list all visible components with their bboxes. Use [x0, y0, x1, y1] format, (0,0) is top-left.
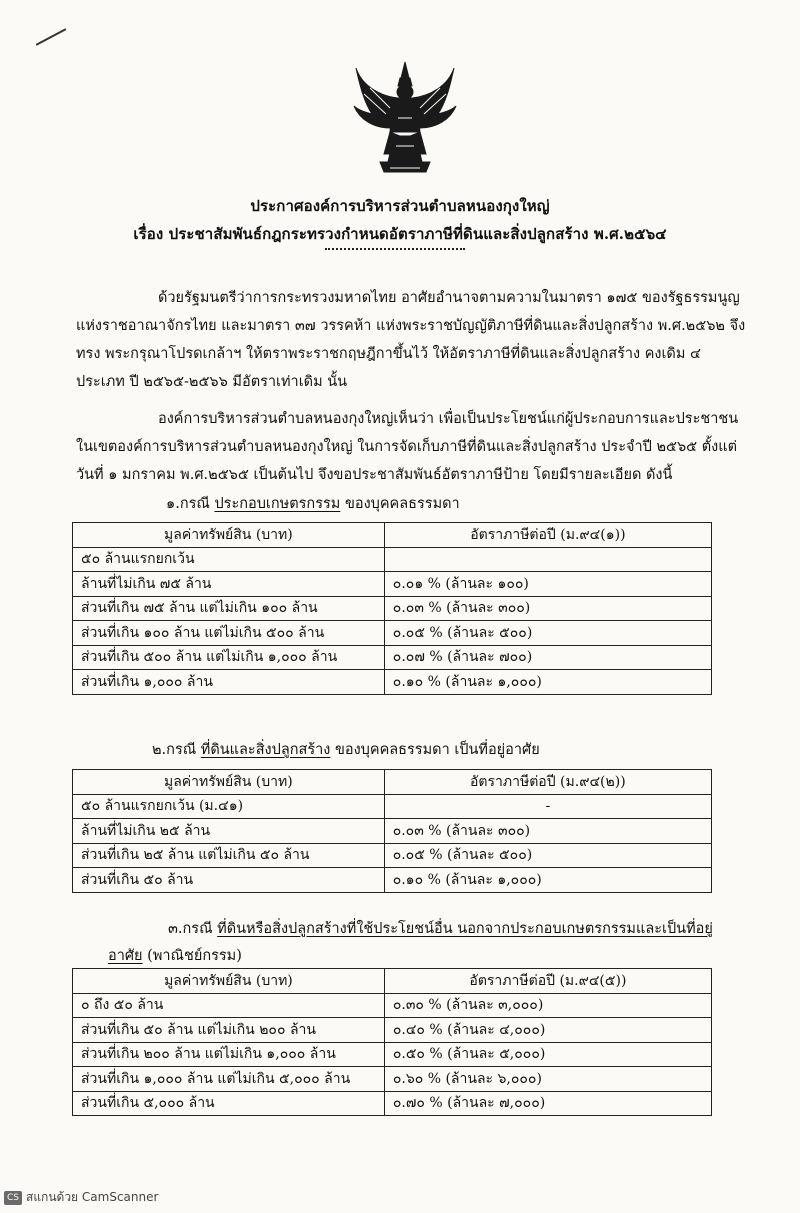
rate-cell [384, 547, 711, 572]
table-row [73, 819, 712, 844]
section-3-heading [168, 917, 713, 940]
announcement-title: ประกาศองค์การบริหารส่วนตำบลหนองกุงใหญ่ [250, 197, 550, 215]
table-row [73, 645, 712, 670]
table-row [73, 993, 712, 1018]
section-underlined: ที่ดินและสิ่งปลูกสร้าง [200, 742, 331, 758]
pen-mark [36, 28, 67, 46]
table-header-row [73, 523, 712, 548]
section-1-heading [166, 492, 460, 515]
value-cell: ๐ ถึง ๕๐ ล้าน [73, 993, 385, 1018]
table-row [73, 572, 712, 597]
value-cell: ๕๐ ล้านแรกยกเว้น [73, 547, 385, 572]
rate-cell: ๐.๐๗ % (ล้านละ ๗๐๐) [384, 645, 711, 670]
value-cell: ส่วนที่เกิน ๑,๐๐๐ ล้าน แต่ไม่เกิน ๕,๐๐๐ ล้าน [73, 1067, 385, 1092]
table-header-row [73, 969, 712, 994]
rate-table-commercial [72, 968, 712, 1116]
column-header: มูลค่าทรัพย์สิน (บาท) [73, 969, 385, 994]
table-row [73, 794, 712, 819]
rate-cell: ๐.๗๐ % (ล้านละ ๗,๐๐๐) [384, 1091, 711, 1116]
rate-cell: ๐.๐๓ % (ล้านละ ๓๐๐) [384, 819, 711, 844]
paragraph-line: แห่งราชอาณาจักรไทย และมาตรา ๓๗ วรรคห้า แห่งพระราชบัญญัติภาษีที่ดินและสิ่งปลูกสร้าง พ.ศ.๒๕๖๒ จึง [76, 318, 746, 334]
rate-cell: ๐.๐๕ % (ล้านละ ๕๐๐) [384, 843, 711, 868]
rate-cell: ๐.๔๐ % (ล้านละ ๔,๐๐๐) [384, 1018, 711, 1043]
column-header: อัตราภาษีต่อปี (ม.๙๔(๒)) [384, 770, 711, 795]
section-suffix: ของบุคคลธรรมดา [340, 496, 460, 512]
table-row [73, 1042, 712, 1067]
table-row [73, 843, 712, 868]
rate-cell: ๐.๐๓ % (ล้านละ ๓๐๐) [384, 596, 711, 621]
column-header: มูลค่าทรัพย์สิน (บาท) [73, 770, 385, 795]
section-underlined: ประกอบเกษตรกรรม [214, 496, 341, 512]
rate-cell: ๐.๑๐ % (ล้านละ ๑,๐๐๐) [384, 670, 711, 695]
value-cell: ส่วนที่เกิน ๑๐๐ ล้าน แต่ไม่เกิน ๕๐๐ ล้าน [73, 621, 385, 646]
rate-table-residential [72, 769, 712, 893]
paragraph-line: วันที่ ๑ มกราคม พ.ศ.๒๕๖๕ เป็นต้นไป จึงขอประชาสัมพันธ์อัตราภาษีป้าย โดยมีรายละเอียด ดังนี้ [76, 467, 673, 483]
value-cell: ส่วนที่เกิน ๒๐๐ ล้าน แต่ไม่เกิน ๑,๐๐๐ ล้าน [73, 1042, 385, 1067]
section-prefix: ๒.กรณี [152, 742, 201, 758]
table-row [73, 868, 712, 893]
table-row [73, 621, 712, 646]
table-row [73, 1018, 712, 1043]
section-3-heading-continued [108, 944, 242, 967]
column-header: อัตราภาษีต่อปี (ม.๙๔(๑)) [384, 523, 711, 548]
value-cell: ๕๐ ล้านแรกยกเว้น (ม.๔๑) [73, 794, 385, 819]
paragraph-line: ทรง พระกรุณาโปรดเกล้าฯ ให้ตราพระราชกฤษฎีกาขึ้นไว้ ให้อัตราภาษีที่ดินและสิ่งปลูกสร้าง คงเดิม ๔ [76, 346, 701, 362]
value-cell: ส่วนที่เกิน ๑,๐๐๐ ล้าน [73, 670, 385, 695]
rate-cell: ๐.๐๑ % (ล้านละ ๑๐๐) [384, 572, 711, 597]
table-row [73, 596, 712, 621]
value-cell: ส่วนที่เกิน ๗๕ ล้าน แต่ไม่เกิน ๑๐๐ ล้าน [73, 596, 385, 621]
section-underlined: ที่ดินหรือสิ่งปลูกสร้างที่ใช้ประโยชน์อื่น นอกจากประกอบเกษตรกรรมและเป็นที่อยู่ [217, 921, 713, 937]
value-cell: ส่วนที่เกิน ๕๐ ล้าน แต่ไม่เกิน ๒๐๐ ล้าน [73, 1018, 385, 1043]
paragraph-1 [76, 284, 746, 396]
value-cell: ส่วนที่เกิน ๒๕ ล้าน แต่ไม่เกิน ๕๐ ล้าน [73, 843, 385, 868]
rate-cell: ๐.๖๐ % (ล้านละ ๖,๐๐๐) [384, 1067, 711, 1092]
rate-table-agriculture [72, 522, 712, 695]
rate-cell: ๐.๑๐ % (ล้านละ ๑,๐๐๐) [384, 868, 711, 893]
value-cell: ส่วนที่เกิน ๕๐๐ ล้าน แต่ไม่เกิน ๑,๐๐๐ ล้าน [73, 645, 385, 670]
garuda-emblem-icon [350, 58, 460, 178]
value-cell: ล้านที่ไม่เกิน ๗๕ ล้าน [73, 572, 385, 597]
section-prefix: ๑.กรณี [166, 496, 215, 512]
paragraph-line: ในเขตองค์การบริหารส่วนตำบลหนองกุงใหญ่ ในการจัดเก็บภาษีที่ดินและสิ่งปลูกสร้าง ประจำปี ๒๕๖๕ ตั้งแต่ [76, 439, 738, 455]
section-2-heading [152, 738, 540, 761]
paragraph-2 [76, 405, 739, 489]
table-row [73, 547, 712, 572]
value-cell: ส่วนที่เกิน ๕๐ ล้าน [73, 868, 385, 893]
camscanner-watermark [4, 1188, 158, 1207]
rate-cell: ๐.๓๐ % (ล้านละ ๓,๐๐๐) [384, 993, 711, 1018]
value-cell: ส่วนที่เกิน ๕,๐๐๐ ล้าน [73, 1091, 385, 1116]
paragraph-line: ประเภท ปี ๒๕๖๕-๒๕๖๖ มีอัตราเท่าเดิม นั้น [76, 374, 348, 390]
section-prefix: ๓.กรณี [168, 921, 218, 937]
table-row [73, 1091, 712, 1116]
paragraph-line: ด้วยรัฐมนตรีว่าการกระทรวงมหาดไทย อาศัยอำนาจตามความในมาตรา ๑๗๕ ของรัฐธรรมนูญ [158, 290, 740, 306]
announcement-subject: เรื่อง ประชาสัมพันธ์กฎกระทรวงกำหนดอัตราภาษีที่ดินและสิ่งปลูกสร้าง พ.ศ.๒๕๖๔ [133, 225, 667, 243]
watermark-text: สแกนด้วย CamScanner [26, 1190, 159, 1204]
rate-cell: - [384, 794, 711, 819]
camscanner-icon: CS [4, 1191, 22, 1205]
section-suffix: (พาณิชย์กรรม) [142, 948, 242, 964]
table-row [73, 670, 712, 695]
rate-cell: ๐.๕๐ % (ล้านละ ๕,๐๐๐) [384, 1042, 711, 1067]
paragraph-line: องค์การบริหารส่วนตำบลหนองกุงใหญ่เห็นว่า เพื่อเป็นประโยชน์แก่ผู้ประกอบการและประชาชน [158, 411, 739, 427]
table-row [73, 1067, 712, 1092]
dotted-separator [325, 248, 465, 250]
column-header: อัตราภาษีต่อปี (ม.๙๔(๕)) [384, 969, 711, 994]
table-header-row [73, 770, 712, 795]
section-underlined: อาศัย [108, 948, 143, 964]
value-cell: ล้านที่ไม่เกิน ๒๕ ล้าน [73, 819, 385, 844]
section-suffix: ของบุคคลธรรมดา เป็นที่อยู่อาศัย [330, 742, 540, 758]
rate-cell: ๐.๐๕ % (ล้านละ ๕๐๐) [384, 621, 711, 646]
column-header: มูลค่าทรัพย์สิน (บาท) [73, 523, 385, 548]
